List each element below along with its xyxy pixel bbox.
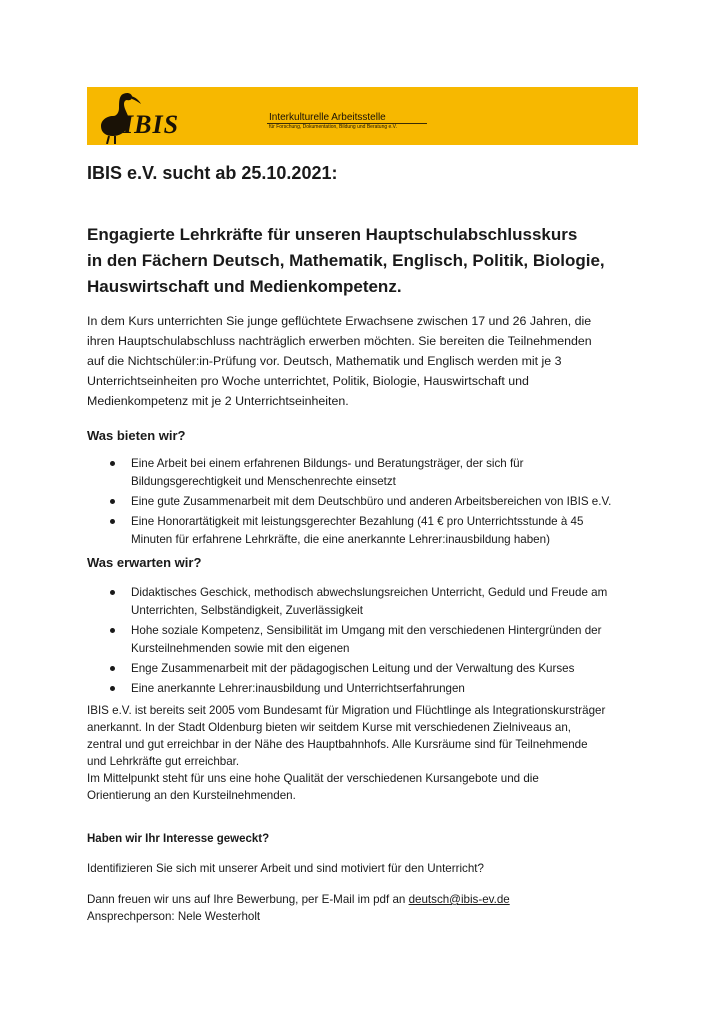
apply-text: Dann freuen wir uns auf Ihre Bewerbung, per E-Mail im pdf an bbox=[87, 893, 409, 906]
list-item-text: Hohe soziale Kompetenz, Sensibilität im Umgang mit den verschiedenen Hintergründen der bbox=[131, 624, 602, 637]
header-banner bbox=[87, 87, 638, 145]
list-item-text: Unterrichten, Selbständigkeit, Zuverlässigkeit bbox=[131, 604, 363, 617]
org-subtitle: für Forschung, Dokumentation, Bildung und Beratung e.V. bbox=[269, 124, 397, 130]
email-link[interactable]: deutsch@ibis-ev.de bbox=[408, 893, 510, 906]
bullet-icon bbox=[110, 666, 115, 671]
about-line: Im Mittelpunkt steht für uns eine hohe Qualität der verschiedenen Kursangebote und die bbox=[87, 772, 539, 785]
offer-list bbox=[87, 455, 647, 549]
list-item-text: Kursteilnehmenden sowie mit den eigenen bbox=[131, 642, 350, 655]
expect-list bbox=[87, 584, 647, 698]
list-item-text: Eine anerkannte Lehrer:inausbildung und Unterrichtserfahrungen bbox=[131, 682, 465, 695]
list-item-text: Didaktisches Geschick, methodisch abwechslungsreichen Unterricht, Geduld und Freude am bbox=[131, 586, 608, 599]
bullet-icon bbox=[110, 499, 115, 504]
bullet-icon bbox=[110, 686, 115, 691]
identify-line: Identifizieren Sie sich mit unserer Arbeit und sind motiviert für den Unterricht? bbox=[87, 862, 484, 875]
list-item-text: Minuten für erfahrene Lehrkräfte, die eine anerkannte Lehrer:inausbildung haben) bbox=[131, 533, 550, 546]
list-item-text: Eine Arbeit bei einem erfahrenen Bildungs- und Beratungsträger, der sich für bbox=[131, 457, 524, 470]
about-paragraph bbox=[87, 702, 647, 804]
about-line: Orientierung an den Kursteilnehmenden. bbox=[87, 789, 296, 802]
list-item-text: Eine Honorartätigkeit mit leistungsgerechter Bezahlung (41 € pro Unterrichtsstunde à 45 bbox=[131, 515, 584, 528]
contact-person: Ansprechperson: Nele Westerholt bbox=[87, 910, 261, 923]
intro-line: Medienkompetenz mit je 2 Unterrichtseinheiten. bbox=[87, 394, 349, 408]
apply-paragraph bbox=[87, 891, 647, 925]
about-line: anerkannt. In der Stadt Oldenburg bieten wir seitdem Kurse mit verschiedenen Zielniveaus an, bbox=[87, 721, 571, 734]
about-line: IBIS e.V. ist bereits seit 2005 vom Bundesamt für Migration und Flüchtlinge als Integrationskursträger bbox=[87, 704, 606, 717]
intro-line: auf die Nichtschüler:in-Prüfung vor. Deutsch, Mathematik und Englisch werden mit je 3 bbox=[87, 354, 562, 368]
identify-text bbox=[87, 860, 647, 877]
expect-heading: Was erwarten wir? bbox=[87, 555, 202, 570]
intro-line: In dem Kurs unterrichten Sie junge geflüchtete Erwachsene zwischen 17 und 26 Jahren, die bbox=[87, 314, 592, 328]
bullet-icon bbox=[110, 628, 115, 633]
offer-heading: Was bieten wir? bbox=[87, 428, 186, 443]
intro-paragraph bbox=[87, 311, 647, 411]
list-item-text: Bildungsgerechtigkeit und Menschenrechte einsetzt bbox=[131, 475, 396, 488]
headline-line-1: Engagierte Lehrkräfte für unseren Hauptschulabschlusskurs bbox=[87, 225, 578, 244]
page-title: IBIS e.V. sucht ab 25.10.2021: bbox=[87, 163, 338, 183]
list-item bbox=[87, 455, 647, 491]
apply-line bbox=[87, 891, 647, 908]
list-item bbox=[87, 584, 647, 620]
list-item bbox=[87, 660, 647, 678]
interest-heading: Haben wir Ihr Interesse geweckt? bbox=[87, 833, 270, 845]
about-line: zentral und gut erreichbar in der Nähe des Hauptbahnhofs. Alle Kursräume sind für Teilnehmende bbox=[87, 738, 588, 751]
logo-wordmark: IBIS bbox=[123, 110, 180, 139]
list-item bbox=[87, 513, 647, 549]
intro-line: ihren Hauptschulabschluss nachträglich erwerben möchten. Sie bereiten die Teilnehmenden bbox=[87, 334, 592, 348]
about-line: und Lehrkräfte gut erreichbar. bbox=[87, 755, 240, 768]
bullet-icon bbox=[110, 519, 115, 524]
list-item-text: Eine gute Zusammenarbeit mit dem Deutschbüro und anderen Arbeitsbereichen von IBIS e.V. bbox=[131, 495, 612, 508]
headline-line-3: Hauswirtschaft und Medienkompetenz. bbox=[87, 277, 402, 296]
list-item-text: Enge Zusammenarbeit mit der pädagogischen Leitung und der Verwaltung des Kurses bbox=[131, 662, 575, 675]
list-item bbox=[87, 493, 647, 511]
bullet-icon bbox=[110, 461, 115, 466]
intro-line: Unterrichtseinheiten pro Woche unterrichtet, Politik, Biologie, Hauswirtschaft und bbox=[87, 374, 529, 388]
bullet-icon bbox=[110, 590, 115, 595]
headline-line-2: in den Fächern Deutsch, Mathematik, Englisch, Politik, Biologie, bbox=[87, 251, 605, 270]
list-item bbox=[87, 680, 647, 698]
list-item bbox=[87, 622, 647, 658]
org-name: Interkulturelle Arbeitsstelle bbox=[269, 112, 386, 123]
